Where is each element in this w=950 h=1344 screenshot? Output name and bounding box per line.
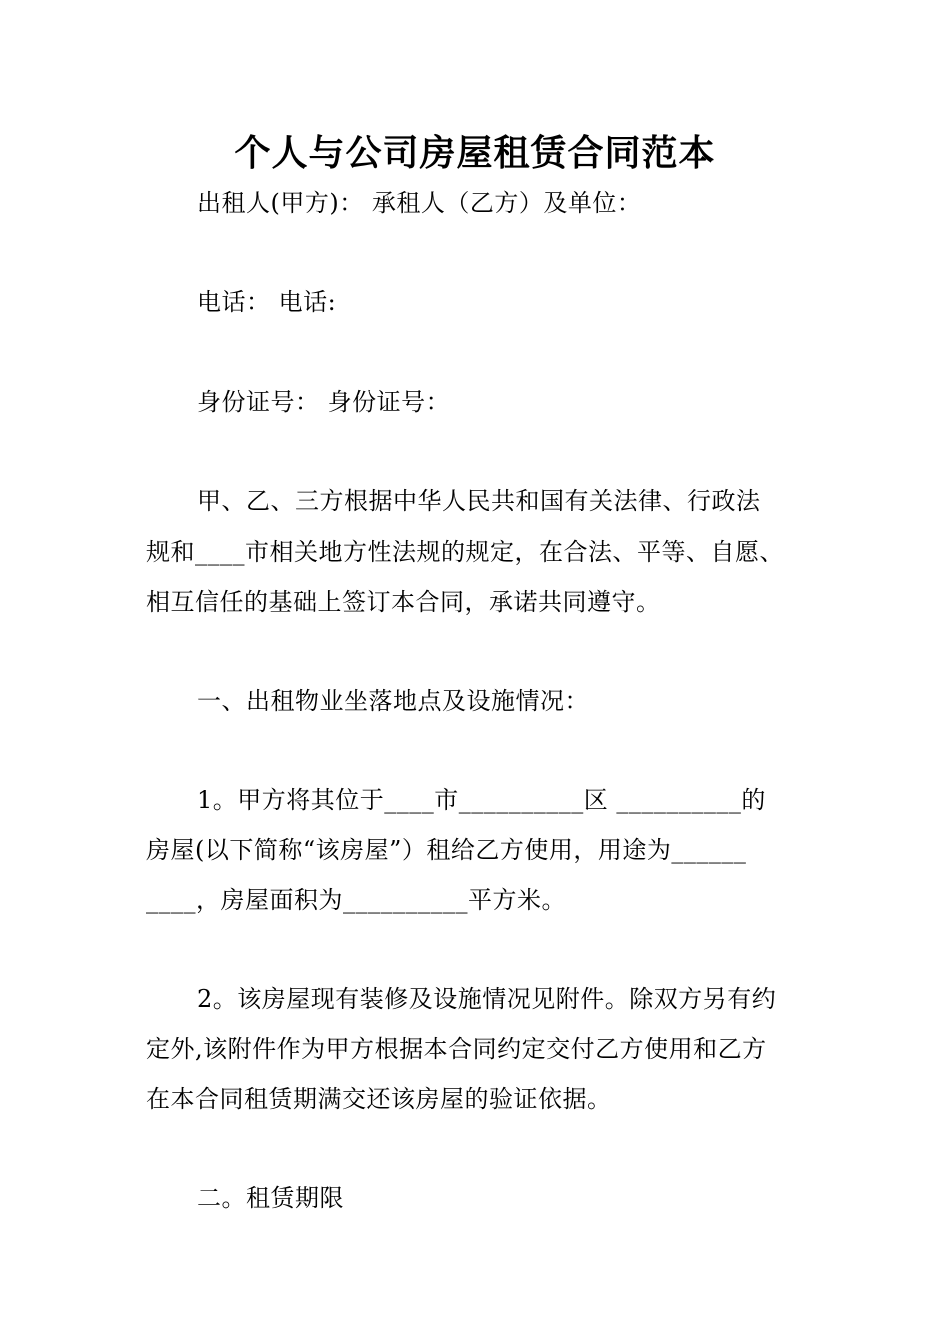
phone-line: 电话： 电话: xyxy=(197,288,337,316)
clause-2-line-2: 定外,该附件作为甲方根据本合同约定交付乙方使用和乙方 xyxy=(146,1035,767,1063)
section-2-heading: 二。租赁期限 xyxy=(197,1184,344,1212)
clause-2-line-3: 在本合同租赁期满交还该房屋的验证依据。 xyxy=(146,1085,612,1113)
document-title: 个人与公司房屋租赁合同范本 xyxy=(234,132,716,174)
preamble-line-3: 相互信任的基础上签订本合同，承诺共同遵守。 xyxy=(146,588,661,616)
section-1-heading: 一、出租物业坐落地点及设施情况： xyxy=(197,687,589,715)
clause-2-line-1: 2。该房屋现有装修及设施情况见附件。除双方另有约 xyxy=(197,985,777,1013)
clause-1-line-3: ____，房屋面积为__________平方米。 xyxy=(146,886,566,914)
preamble-line-2: 规和____市相关地方性法规的规定，在合法、平等、自愿、 xyxy=(146,538,784,566)
preamble-line-1: 甲、乙、三方根据中华人民共和国有关法律、行政法 xyxy=(197,487,761,515)
id-number-line: 身份证号： 身份证号： xyxy=(197,388,451,416)
clause-1-line-2: 房屋(以下简称“该房屋”）租给乙方使用，用途为______ xyxy=(146,836,747,864)
party-names-line: 出租人(甲方)： 承租人（乙方）及单位： xyxy=(197,189,642,217)
clause-1-line-1: 1。甲方将其位于____市__________区 __________的 xyxy=(197,786,766,814)
